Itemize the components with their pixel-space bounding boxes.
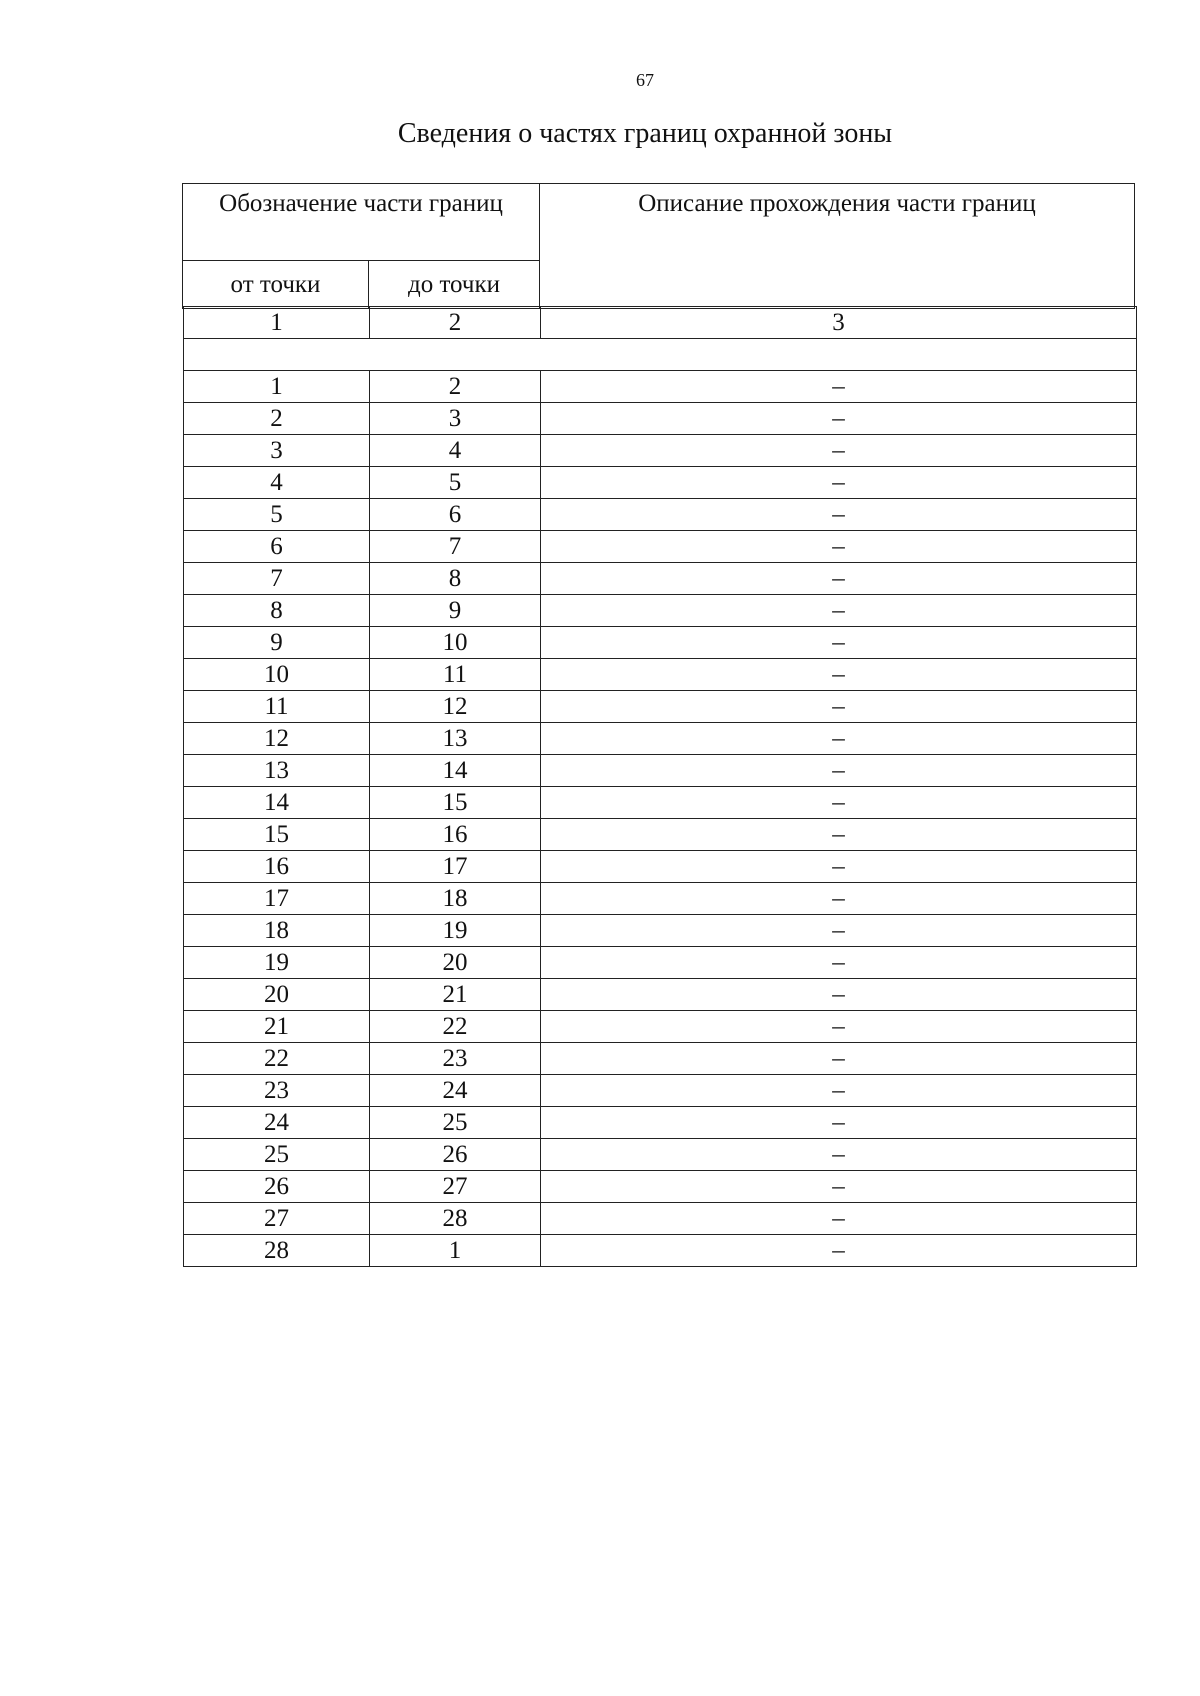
table-row: [184, 1107, 1137, 1139]
from-point-cell: 18: [184, 915, 370, 947]
to-point-cell: 7: [370, 531, 541, 563]
to-point-cell: 27: [370, 1171, 541, 1203]
description-cell: –: [541, 1203, 1137, 1235]
table-row: [184, 1235, 1137, 1267]
header-boundary-designation: Обозначение части границ: [183, 184, 540, 261]
table-row: [184, 403, 1137, 435]
table-row: [184, 499, 1137, 531]
description-cell: –: [541, 499, 1137, 531]
to-point-cell: 10: [370, 627, 541, 659]
from-point-cell: 10: [184, 659, 370, 691]
boundary-parts-table: [183, 306, 1137, 1267]
description-cell: –: [541, 1171, 1137, 1203]
description-cell: –: [541, 851, 1137, 883]
column-number-3: 3: [541, 307, 1137, 339]
table-row: [184, 819, 1137, 851]
table-row: [184, 627, 1137, 659]
from-point-cell: 12: [184, 723, 370, 755]
from-point-cell: 22: [184, 1043, 370, 1075]
table-row: [184, 691, 1137, 723]
table-row: [184, 883, 1137, 915]
description-cell: –: [541, 883, 1137, 915]
table-row: [184, 659, 1137, 691]
from-point-cell: 19: [184, 947, 370, 979]
table-row: [184, 1203, 1137, 1235]
table-row: [184, 915, 1137, 947]
description-cell: –: [541, 723, 1137, 755]
from-point-cell: 23: [184, 1075, 370, 1107]
to-point-cell: 2: [370, 371, 541, 403]
table-row: [184, 563, 1137, 595]
from-point-cell: 1: [184, 371, 370, 403]
to-point-cell: 16: [370, 819, 541, 851]
description-cell: –: [541, 1139, 1137, 1171]
description-cell: –: [541, 563, 1137, 595]
header-from-point: от точки: [183, 261, 369, 309]
table-row: [184, 595, 1137, 627]
table-row: [184, 851, 1137, 883]
column-number-row: [184, 307, 1137, 339]
from-point-cell: 15: [184, 819, 370, 851]
description-cell: –: [541, 947, 1137, 979]
to-point-cell: 1: [370, 1235, 541, 1267]
from-point-cell: 6: [184, 531, 370, 563]
description-cell: –: [541, 531, 1137, 563]
table-row: [184, 531, 1137, 563]
to-point-cell: 18: [370, 883, 541, 915]
table-row: [184, 1075, 1137, 1107]
description-cell: –: [541, 1075, 1137, 1107]
table-row: [184, 467, 1137, 499]
to-point-cell: 5: [370, 467, 541, 499]
from-point-cell: 24: [184, 1107, 370, 1139]
boundary-table-header: [182, 183, 1135, 309]
table-row: [184, 723, 1137, 755]
from-point-cell: 5: [184, 499, 370, 531]
section-spacer-cell: [184, 339, 1137, 371]
from-point-cell: 14: [184, 787, 370, 819]
table-row: [184, 979, 1137, 1011]
description-cell: –: [541, 659, 1137, 691]
from-point-cell: 16: [184, 851, 370, 883]
from-point-cell: 13: [184, 755, 370, 787]
to-point-cell: 26: [370, 1139, 541, 1171]
table-row: [184, 1171, 1137, 1203]
description-cell: –: [541, 371, 1137, 403]
table-row: [184, 1011, 1137, 1043]
to-point-cell: 15: [370, 787, 541, 819]
to-point-cell: 4: [370, 435, 541, 467]
description-cell: –: [541, 691, 1137, 723]
to-point-cell: 6: [370, 499, 541, 531]
from-point-cell: 17: [184, 883, 370, 915]
table-row: [184, 947, 1137, 979]
section-spacer-row: [184, 339, 1137, 371]
to-point-cell: 25: [370, 1107, 541, 1139]
from-point-cell: 28: [184, 1235, 370, 1267]
from-point-cell: 8: [184, 595, 370, 627]
to-point-cell: 9: [370, 595, 541, 627]
from-point-cell: 27: [184, 1203, 370, 1235]
header-to-point: до точки: [369, 261, 540, 309]
table-row: [184, 1043, 1137, 1075]
description-cell: –: [541, 979, 1137, 1011]
to-point-cell: 22: [370, 1011, 541, 1043]
from-point-cell: 26: [184, 1171, 370, 1203]
table-row: [184, 787, 1137, 819]
description-cell: –: [541, 595, 1137, 627]
from-point-cell: 11: [184, 691, 370, 723]
from-point-cell: 2: [184, 403, 370, 435]
description-cell: –: [541, 1011, 1137, 1043]
column-number-2: 2: [370, 307, 541, 339]
to-point-cell: 23: [370, 1043, 541, 1075]
description-cell: –: [541, 435, 1137, 467]
from-point-cell: 25: [184, 1139, 370, 1171]
description-cell: –: [541, 1043, 1137, 1075]
column-number-1: 1: [184, 307, 370, 339]
description-cell: –: [541, 627, 1137, 659]
description-cell: –: [541, 819, 1137, 851]
table-row: [184, 435, 1137, 467]
description-cell: –: [541, 1107, 1137, 1139]
description-cell: –: [541, 787, 1137, 819]
to-point-cell: 12: [370, 691, 541, 723]
description-cell: –: [541, 467, 1137, 499]
table-row: [184, 371, 1137, 403]
to-point-cell: 13: [370, 723, 541, 755]
to-point-cell: 8: [370, 563, 541, 595]
description-cell: –: [541, 755, 1137, 787]
document-title: Сведения о частях границ охранной зоны: [397, 118, 893, 149]
description-cell: –: [541, 915, 1137, 947]
from-point-cell: 21: [184, 1011, 370, 1043]
to-point-cell: 19: [370, 915, 541, 947]
to-point-cell: 20: [370, 947, 541, 979]
to-point-cell: 24: [370, 1075, 541, 1107]
description-cell: –: [541, 403, 1137, 435]
from-point-cell: 20: [184, 979, 370, 1011]
from-point-cell: 7: [184, 563, 370, 595]
from-point-cell: 4: [184, 467, 370, 499]
page-number: 67: [636, 70, 654, 90]
header-boundary-description: Описание прохождения части границ: [540, 184, 1135, 309]
from-point-cell: 9: [184, 627, 370, 659]
table-row: [184, 755, 1137, 787]
to-point-cell: 17: [370, 851, 541, 883]
to-point-cell: 21: [370, 979, 541, 1011]
to-point-cell: 28: [370, 1203, 541, 1235]
to-point-cell: 11: [370, 659, 541, 691]
to-point-cell: 3: [370, 403, 541, 435]
table-row: [184, 1139, 1137, 1171]
from-point-cell: 3: [184, 435, 370, 467]
to-point-cell: 14: [370, 755, 541, 787]
description-cell: –: [541, 1235, 1137, 1267]
